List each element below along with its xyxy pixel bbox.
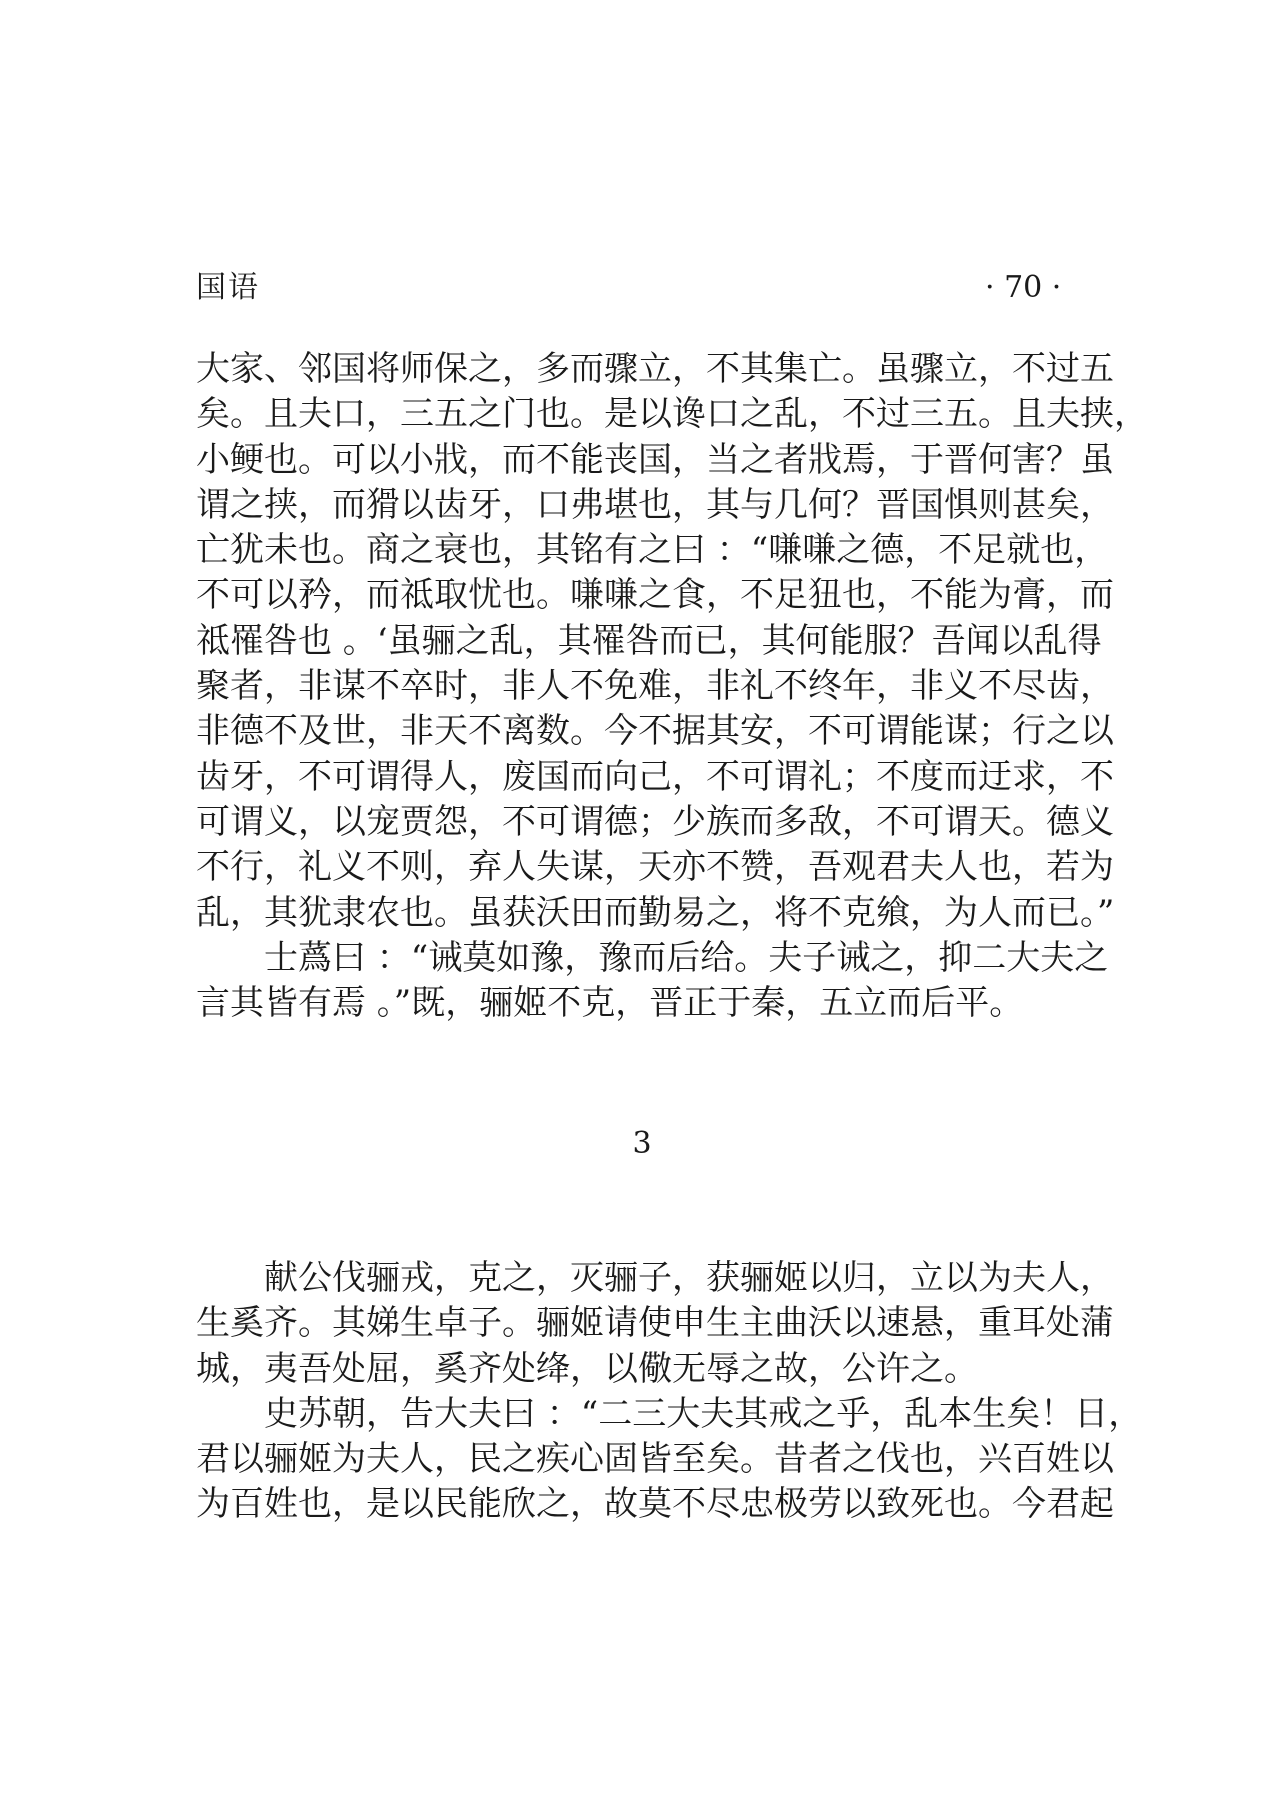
page-number: · 70 · [985, 270, 1062, 305]
text-line: 乱，其犹隶农也。虽获沃田而勤易之，将不克飨，为人而已。” [196, 892, 1115, 933]
text-line: 士蔿曰 ：“诫莫如豫，豫而后给。夫子诫之，抑二大夫之 [264, 937, 1109, 978]
text-line: 君以骊姬为夫人，民之疾心固皆至矣。昔者之伐也，兴百姓以 [196, 1439, 1114, 1480]
running-header-title: 国语 [196, 270, 260, 305]
text-line: 为百姓也，是以民能欣之，故莫不尽忠极劳以致死也。今君起 [196, 1484, 1114, 1525]
text-line: 不可以矜，而祗取忧也。嗛嗛之食，不足狃也，不能为膏，而 [196, 575, 1114, 616]
text-line: 小鲠也。可以小戕，而不能丧国，当之者戕焉，于晋何害？虽 [196, 439, 1114, 480]
text-line: 史苏朝，告大夫曰 ：“二三大夫其戒之乎，乱本生矣！日， [264, 1393, 1143, 1434]
text-line: 大家、邻国将师保之，多而骤立，不其集亡。虽骤立，不过五 [196, 349, 1114, 389]
text-line: 可谓义，以宠贾怨，不可谓德；少族而多敌，不可谓天。德义 [196, 801, 1114, 842]
text-line: 聚者，非谋不卒时，非人不免难，非礼不终年，非义不尽齿， [196, 666, 1114, 707]
text-line: 齿牙，不可谓得人，废国而向己，不可谓礼；不度而迂求，不 [196, 756, 1114, 797]
text-block-2 [196, 1256, 1143, 1528]
text-line: 亡犹未也。商之衰也，其铭有之曰 ：“嗛嗛之德，不足就也， [196, 530, 1109, 571]
text-block-1 [196, 347, 1148, 1026]
text-line: 非德不及世，非天不离数。今不据其安，不可谓能谋；行之以 [196, 711, 1114, 752]
text-line: 生奚齐。其娣生卓子。骊姬请使申生主曲沃以速悬，重耳处蒲 [196, 1303, 1114, 1344]
text-line: 谓之挟，而猾以齿牙，口弗堪也，其与几何？晋国惧则甚矣， [196, 484, 1114, 525]
text-line: 矣。且夫口，三五之门也。是以谗口之乱，不过三五。且夫挟， [196, 394, 1148, 435]
text-line: 城，夷吾处屈，奚齐处绛，以儆无辱之故，公许之。 [196, 1348, 978, 1389]
section-number: 3 [632, 1126, 652, 1161]
text-line: 不行，礼义不则，弃人失谋，天亦不赞，吾观君夫人也，若为 [196, 847, 1114, 888]
text-line: 祗罹咎也 。‘虽骊之乱，其罹咎而已，其何能服？吾闻以乱得 [196, 620, 1102, 661]
text-line: 言其皆有焉 。”既，骊姬不克，晋正于秦，五立而后平。 [196, 983, 1024, 1024]
text-line: 献公伐骊戎，克之，灭骊子，获骊姬以归，立以为夫人， [264, 1258, 1114, 1298]
